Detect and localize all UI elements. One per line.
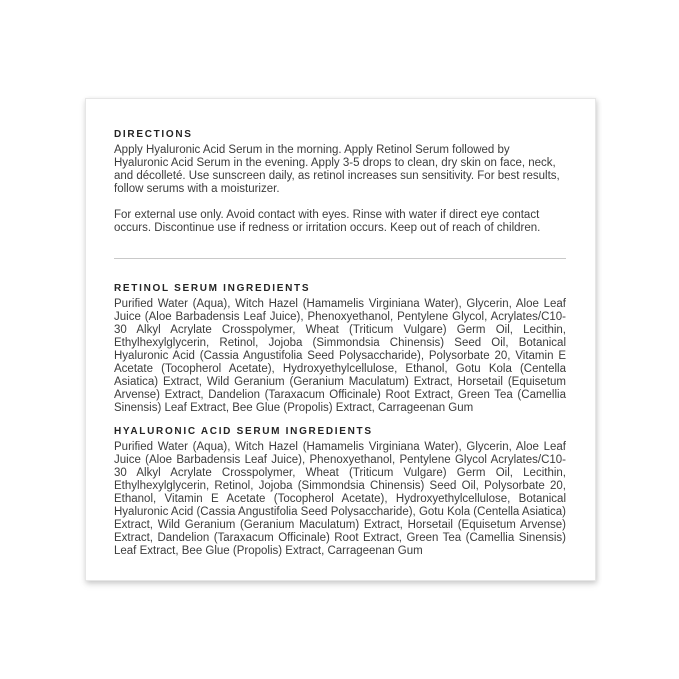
directions-heading: DIRECTIONS bbox=[114, 129, 193, 140]
hyaluronic-ingredients-section bbox=[114, 426, 566, 558]
directions-usage-paragraph: Apply Hyaluronic Acid Serum in the morning. Apply Retinol Serum followed by Hyaluronic Acid Serum in the evening. Apply 3-5 drops to clean, dry skin on face, neck, and décolleté. Use sunscreen daily, as retinol increases sun sensitivity. For best results, follow serums with a moisturizer. bbox=[114, 144, 560, 195]
directions-section bbox=[114, 129, 566, 235]
section-divider bbox=[114, 258, 566, 259]
hyaluronic-ingredients-heading: HYALURONIC ACID SERUM INGREDIENTS bbox=[114, 426, 373, 437]
directions-warning-paragraph: For external use only. Avoid contact with eyes. Rinse with water if direct eye contact occurs. Discontinue use if redness or irritation occurs. Keep out of reach of children. bbox=[114, 209, 541, 234]
hyaluronic-ingredients-list: Purified Water (Aqua), Witch Hazel (Hamamelis Virginiana Water), Glycerin, Aloe Leaf Juice (Aloe Barbadensis Leaf Juice), Phenoxyethanol, Pentylene Glycol Acrylates/C10-30 Alkyl Acrylate Crosspolymer, Wheat (Triticum Vulgare) Germ Oil, Lecithin, Ethylhexylglycerin, Retinol, Jojoba (Simmondsia Chinensis) Seed Oil, Polysorbate 20, Ethanol, Vitamin E Acetate (Tocopherol Acetate), Hydroxyethylcellulose, Botanical Hyaluronic Acid (Cassia Angustifolia Seed Polysaccharide), Gotu Kola (Centella Asiatica) Extract, Wild Geranium (Geranium Maculatum) Extract, Horsetail (Equisetum Arvense) Extract, Dandelion (Taraxacum Officinale) Root Extract, Green Tea (Camellia Sinensis) Leaf Extract, Bee Glue (Propolis) Extract, Carrageenan Gum bbox=[114, 441, 566, 557]
label-card bbox=[85, 98, 596, 581]
retinol-ingredients-list: Purified Water (Aqua), Witch Hazel (Hamamelis Virginiana Water), Glycerin, Aloe Leaf Juice (Aloe Barbadensis Leaf Juice), Phenoxyethanol, Pentylene Glycol, Acrylates/C10-30 Alkyl Acrylate Crosspolymer, Wheat (Triticum Vulgare) Germ Oil, Lecithin, Ethylhexylglycerin, Retinol, Jojoba (Simmondsia Chinensis) Seed Oil, Botanical Hyaluronic Acid (Cassia Angustifolia Seed Polysaccharide), Polysorbate 20, Vitamin E Acetate (Tocopherol Acetate), Hydroxyethylcellulose, Ethanol, Gotu Kola (Centella Asiatica) Extract, Wild Geranium (Geranium Maculatum) Extract, Horsetail (Equisetum Arvense) Extract, Dandelion (Taraxacum Officinale) Root Extract, Green Tea (Camellia Sinensis) Leaf Extract, Bee Glue (Propolis) Extract, Carrageenan Gum bbox=[114, 298, 566, 414]
retinol-ingredients-heading: RETINOL SERUM INGREDIENTS bbox=[114, 283, 311, 294]
retinol-ingredients-section bbox=[114, 283, 566, 415]
